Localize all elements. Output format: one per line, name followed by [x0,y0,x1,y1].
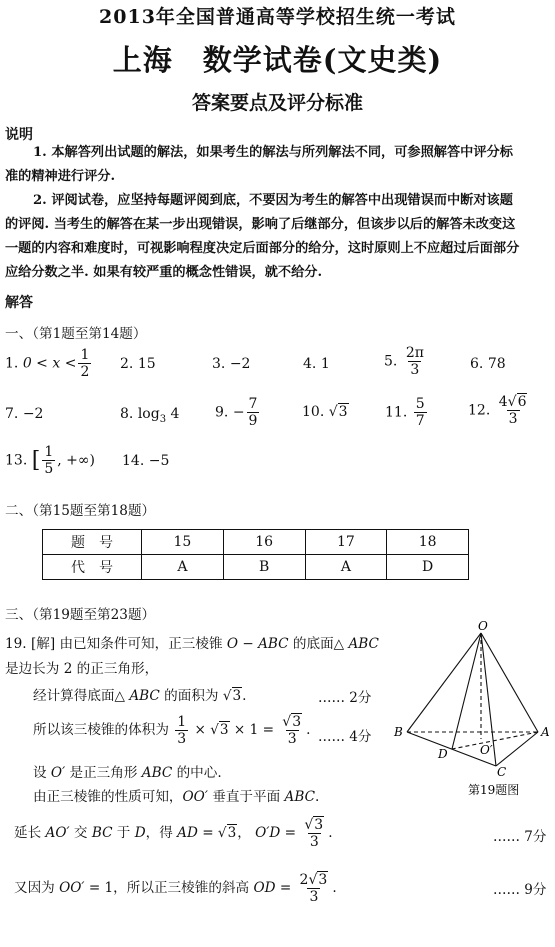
answer-12: 12. $\frac{4√6}{3}$ [468,394,527,427]
table-cell: 16 [223,530,305,555]
table-cell: 18 [387,530,469,555]
score-2: …… 2分 [318,690,372,706]
answer-9: 9. − $\frac{7}{9}$ [215,396,258,429]
score-7: …… 7分 [493,829,547,845]
answer-13: 13. [ $\frac{1}{5}$ , +∞) [5,444,95,477]
answer-7: 7. −2 [5,406,44,422]
answer-11: 11. $\frac{5}{7}$ [385,396,425,429]
answer-8: 8. $\log_3 4$ [120,406,180,425]
table-cell: A [142,555,224,580]
note-2-line-3: 一题的内容和难度时，可视影响程度决定后面部分的给分，这时原则上不应超过后面部分 [5,241,520,256]
answer-1: 1. 0 < x < $\frac{1}{2}$ [5,347,90,380]
edge-OB [407,633,481,732]
label-D: D [438,747,448,761]
label-A: A [541,725,550,739]
q19-line-3: 经计算得底面△ ABC 的面积为 √3. [33,688,247,704]
answer-14: 14. −5 [122,453,170,469]
q19-line-6: 由正三棱锥的性质可知，OO′ 垂直于平面 ABC. [33,789,320,805]
answer-6: 6. 78 [470,356,506,372]
q19-line-5: 设 O′ 是正三角形 ABC 的中心. [33,765,222,781]
answer-2: 2. 15 [120,356,156,372]
note-2-line-2: 的评阅. 当考生的解答在某一步出现错误，影响了后继部分，但该步以后的解答未改变这 [5,217,516,232]
q19-line-2: 是边长为 2 的正三角形， [5,661,159,677]
label-Oprime: O′ [480,743,493,757]
table-cell: 15 [142,530,224,555]
table-cell: 题 号 [43,530,142,555]
figure-caption: 第19题图 [468,783,520,797]
note-1-line-1: 1. 本解答列出试题的解法，如果考生的解法与所列解法不同，可参照解答中评分标 [33,145,513,160]
median-AD-hidden [452,732,538,749]
q19-line-4: 所以该三棱锥的体积为 $\frac{1}{3}$ × √3 × 1 = $\frac{√3}{3}$ . [33,714,311,747]
label-O: O [478,619,488,633]
table-cell: 17 [305,530,387,555]
label-C: C [497,765,507,779]
table-cell: B [223,555,305,580]
table-cell: D [387,555,469,580]
edge-CA [496,732,538,766]
exam-subject-title: 上海 数学试卷(文史类) [112,43,443,77]
table-row-answer-codes [43,555,469,580]
pyramid-figure [388,618,555,802]
q19-line-8: 又因为 OO′ = 1，所以正三棱锥的斜高 OD = $\frac{2√3}{3}$ . [14,872,337,905]
part-2-heading: 二、（第15题至第18题） [5,503,156,519]
table-cell: 代 号 [43,555,142,580]
note-2-line-1: 2. 评阅试卷，应坚持每题评阅到底，不要因为考生的解答中出现错误而中断对该题 [33,193,513,208]
label-B: B [394,725,403,739]
answer-key-title: 答案要点及评分标准 [191,92,363,114]
exam-title: 2013年全国普通高等学校招生统一考试 [99,6,456,28]
answer-4: 4. 1 [303,356,330,372]
notes-title: 说明 [5,127,33,143]
note-2-line-4: 应给分数之半. 如果有较严重的概念性错误，就不给分. [5,265,323,280]
table-cell: A [305,555,387,580]
edge-OA [481,633,538,732]
answer-3: 3. −2 [212,356,251,372]
answer-10: 10. √3 [302,404,348,420]
answer-5: 5. $\frac{2\pi}{3}$ [384,345,424,378]
part-1-heading: 一、（第1题至第14题） [5,326,147,342]
table-row-question-numbers [43,530,469,555]
q19-line-1: 19. [解] 由已知条件可知，正三棱锥 O − ABC 的底面△ ABC [5,636,379,652]
part-3-heading: 三、（第19题至第23题） [5,607,156,623]
choice-answer-table [42,529,469,580]
answers-title: 解答 [5,295,33,311]
q19-line-7: 延长 AO′ 交 BC 于 D，得 AD = √3， O′D = $\frac{√3}{3}$ . [14,817,333,850]
score-9: …… 9分 [493,882,547,898]
score-4: …… 4分 [318,729,372,745]
note-1-line-2: 准的精神进行评分. [5,169,116,184]
